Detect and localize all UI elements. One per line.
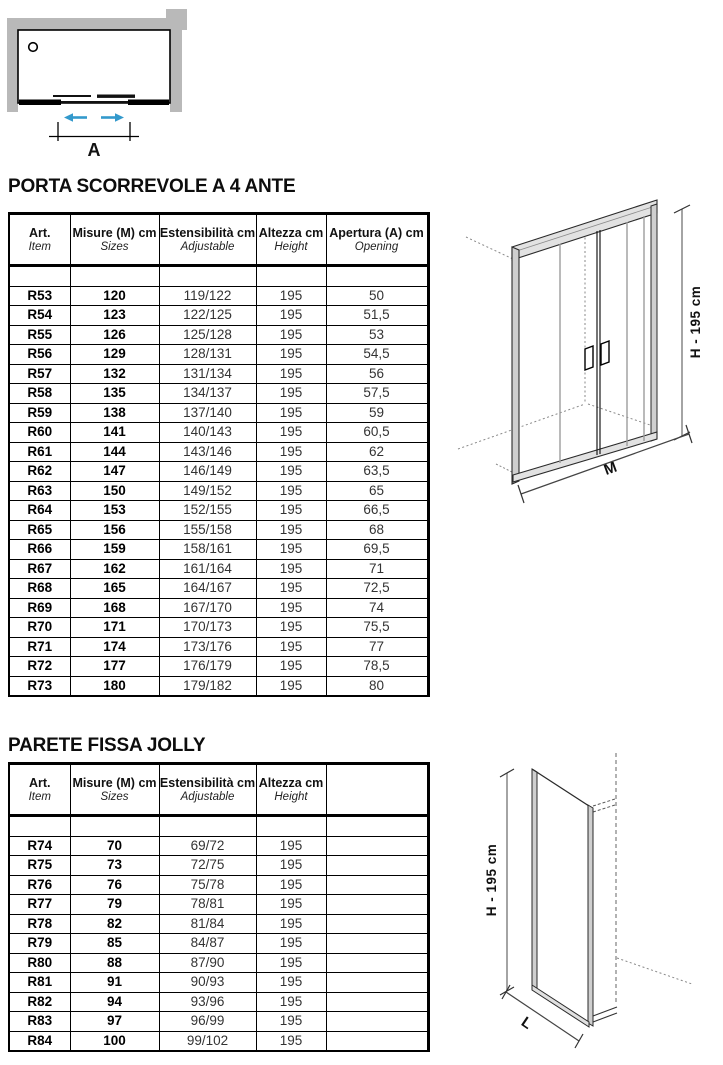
table-cell: R55: [9, 325, 70, 345]
spacer-row: [9, 816, 428, 837]
table-cell: 100: [70, 1031, 159, 1051]
table-cell: 195: [256, 657, 326, 677]
table-cell: 171: [70, 618, 159, 638]
bracket-dashed-top: [593, 805, 615, 812]
table-cell: R60: [9, 423, 70, 443]
table-row: [9, 501, 428, 521]
spacer-cell: [70, 266, 159, 287]
sliding-panel-left: [53, 95, 91, 97]
table-cell: [326, 934, 428, 954]
table-cell: R70: [9, 618, 70, 638]
table-cell: 129: [70, 345, 159, 365]
column-header-art: Art. Item: [9, 764, 70, 816]
left-post: [512, 247, 519, 484]
table-cell: 174: [70, 637, 159, 657]
wall-top: [7, 18, 170, 30]
table-cell: 195: [256, 520, 326, 540]
dim-label-a: A: [87, 140, 101, 160]
table-cell: 60,5: [326, 423, 428, 443]
table-cell: 81/84: [159, 914, 256, 934]
column-header-misure: Misure (M) cm Sizes: [70, 764, 159, 816]
panel-bottom-edge: [532, 985, 589, 1027]
table-cell: 143/146: [159, 442, 256, 462]
column-header-altezza: Altezza cm Height: [256, 214, 326, 266]
table-row: [9, 598, 428, 618]
table-row: [9, 914, 428, 934]
table-cell: 59: [326, 403, 428, 423]
dim-label-h: H - 195 cm: [484, 843, 499, 917]
table-cell: 135: [70, 384, 159, 404]
table-cell: [326, 875, 428, 895]
table-cell: 195: [256, 895, 326, 915]
table-cell: 195: [256, 384, 326, 404]
table-cell: 50: [326, 286, 428, 306]
column-header-estensibilita: Estensibilità cm Adjustable: [159, 214, 256, 266]
drain-icon: [29, 43, 38, 52]
table-cell: 131/134: [159, 364, 256, 384]
table-cell: 173/176: [159, 637, 256, 657]
table-cell: 128/131: [159, 345, 256, 365]
spacer-row: [9, 266, 428, 287]
table-cell: 146/149: [159, 462, 256, 482]
table-cell: 195: [256, 914, 326, 934]
table-cell: 90/93: [159, 973, 256, 993]
table-cell: R82: [9, 992, 70, 1012]
table-cell: 126: [70, 325, 159, 345]
table-cell: 80: [326, 676, 428, 696]
plan-top-view-diagram: [0, 0, 200, 170]
table-cell: 155/158: [159, 520, 256, 540]
table-row: [9, 423, 428, 443]
table-cell: 69/72: [159, 836, 256, 856]
table-cell: 152/155: [159, 501, 256, 521]
column-header-apertura: Apertura (A) cm Opening: [326, 214, 428, 266]
table-cell: 68: [326, 520, 428, 540]
table-cell: 140/143: [159, 423, 256, 443]
table-cell: 91: [70, 973, 159, 993]
wall-right: [170, 18, 182, 112]
table-cell: R61: [9, 442, 70, 462]
shower-tray-outline: [18, 30, 170, 103]
table-cell: R83: [9, 1012, 70, 1032]
table-row: [9, 657, 428, 677]
dim-label-m: M: [601, 458, 620, 479]
table-row: [9, 384, 428, 404]
table-cell: [326, 1012, 428, 1032]
table-row: [9, 306, 428, 326]
table-cell: 70: [70, 836, 159, 856]
dotted-wall-line: [466, 237, 513, 259]
table-cell: [326, 1031, 428, 1051]
parete-fissa-spec-table: [8, 762, 430, 1052]
table-cell: 119/122: [159, 286, 256, 306]
table-cell: 71: [326, 559, 428, 579]
table-cell: 195: [256, 579, 326, 599]
table-row: [9, 345, 428, 365]
table-row: [9, 836, 428, 856]
fixed-panel-left: [19, 100, 61, 106]
table-cell: [326, 895, 428, 915]
table-cell: 170/173: [159, 618, 256, 638]
spacer-cell: [159, 816, 256, 837]
table-cell: [326, 856, 428, 876]
table-cell: 195: [256, 403, 326, 423]
spacer-cell: [256, 266, 326, 287]
table-cell: 137/140: [159, 403, 256, 423]
table-cell: 82: [70, 914, 159, 934]
spacer-cell: [326, 816, 428, 837]
table-cell: 195: [256, 836, 326, 856]
table-cell: 96/99: [159, 1012, 256, 1032]
table-cell: 159: [70, 540, 159, 560]
panel-top-edge: [532, 769, 589, 806]
table-cell: 195: [256, 637, 326, 657]
table-cell: 72/75: [159, 856, 256, 876]
table-cell: 168: [70, 598, 159, 618]
table-row: [9, 934, 428, 954]
spacer-cell: [9, 266, 70, 287]
panel-right-edge: [588, 805, 593, 1026]
table-cell: 195: [256, 676, 326, 696]
table-cell: 76: [70, 875, 159, 895]
table-cell: 195: [256, 1012, 326, 1032]
table-cell: R80: [9, 953, 70, 973]
panel-left-edge: [532, 769, 537, 990]
table-cell: 149/152: [159, 481, 256, 501]
spacer-cell: [70, 816, 159, 837]
table-cell: 78/81: [159, 895, 256, 915]
table-cell: 177: [70, 657, 159, 677]
table-row: [9, 442, 428, 462]
table-cell: 72,5: [326, 579, 428, 599]
column-header-art: Art. Item: [9, 214, 70, 266]
table-cell: 62: [326, 442, 428, 462]
header-row: [9, 764, 428, 816]
table-cell: 195: [256, 618, 326, 638]
table-cell: 195: [256, 442, 326, 462]
table-cell: R76: [9, 875, 70, 895]
spacer-cell: [256, 816, 326, 837]
table-cell: 53: [326, 325, 428, 345]
section-title-porta-scorrevole: PORTA SCORREVOLE A 4 ANTE: [8, 176, 296, 197]
table-cell: 73: [70, 856, 159, 876]
table-cell: 180: [70, 676, 159, 696]
table-cell: R74: [9, 836, 70, 856]
table-cell: 132: [70, 364, 159, 384]
table-cell: 122/125: [159, 306, 256, 326]
table-cell: R73: [9, 676, 70, 696]
table-row: [9, 973, 428, 993]
dim-label-l: L: [517, 1013, 536, 1033]
table-row: [9, 637, 428, 657]
table-cell: R75: [9, 856, 70, 876]
table-cell: 138: [70, 403, 159, 423]
sliding-panel-right: [97, 95, 135, 98]
table-cell: 94: [70, 992, 159, 1012]
table-cell: R69: [9, 598, 70, 618]
table-cell: R71: [9, 637, 70, 657]
table-row: [9, 364, 428, 384]
table-cell: R65: [9, 520, 70, 540]
table-cell: 88: [70, 953, 159, 973]
section-title-parete-fissa: PARETE FISSA JOLLY: [8, 735, 206, 756]
width-dimension: [518, 425, 692, 503]
table-cell: 164/167: [159, 579, 256, 599]
wall-left: [7, 18, 18, 112]
table-cell: 65: [326, 481, 428, 501]
table-cell: 162: [70, 559, 159, 579]
table-cell: R56: [9, 345, 70, 365]
table-cell: R72: [9, 657, 70, 677]
table-cell: R77: [9, 895, 70, 915]
table-cell: 167/170: [159, 598, 256, 618]
porta-scorrevole-spec-table: [8, 212, 430, 697]
right-post: [651, 204, 657, 441]
table-cell: 195: [256, 875, 326, 895]
height-dimension: [484, 769, 514, 995]
table-cell: R78: [9, 914, 70, 934]
bracket-dashed-top: [593, 799, 615, 806]
table-cell: 99/102: [159, 1031, 256, 1051]
table-row: [9, 481, 428, 501]
table-row: [9, 579, 428, 599]
table-cell: 56: [326, 364, 428, 384]
table-cell: [326, 836, 428, 856]
table-cell: 195: [256, 953, 326, 973]
table-cell: R66: [9, 540, 70, 560]
table-cell: 66,5: [326, 501, 428, 521]
table-cell: 195: [256, 934, 326, 954]
table-cell: 144: [70, 442, 159, 462]
table-row: [9, 856, 428, 876]
table-cell: R67: [9, 559, 70, 579]
table-cell: R54: [9, 306, 70, 326]
table-cell: 150: [70, 481, 159, 501]
table-cell: 74: [326, 598, 428, 618]
slide-left-arrow-icon: [64, 113, 87, 122]
door-handle-right: [601, 341, 609, 365]
top-rail-inner-line: [512, 206, 657, 253]
column-header-altezza: Altezza cm Height: [256, 764, 326, 816]
table-cell: 141: [70, 423, 159, 443]
table-cell: 97: [70, 1012, 159, 1032]
door-handle-left: [585, 346, 593, 370]
table-row: [9, 953, 428, 973]
table-cell: R84: [9, 1031, 70, 1051]
table-cell: [326, 973, 428, 993]
table-cell: 195: [256, 462, 326, 482]
height-dimension: [674, 205, 703, 440]
table-cell: 75,5: [326, 618, 428, 638]
table-row: [9, 520, 428, 540]
table-cell: R58: [9, 384, 70, 404]
iso-drawing-parete-fissa: [450, 738, 723, 1065]
table-cell: 195: [256, 286, 326, 306]
table-cell: 77: [326, 637, 428, 657]
table-cell: R81: [9, 973, 70, 993]
table-cell: [326, 992, 428, 1012]
table-row: [9, 462, 428, 482]
table-row: [9, 286, 428, 306]
table-cell: 195: [256, 325, 326, 345]
table-cell: R68: [9, 579, 70, 599]
dotted-corner-tick: [496, 464, 512, 472]
header-row: [9, 214, 428, 266]
table-cell: 195: [256, 559, 326, 579]
table-cell: 195: [256, 992, 326, 1012]
spacer-cell: [326, 266, 428, 287]
iso-drawing-porta-scorrevole: [440, 185, 723, 530]
table-cell: R79: [9, 934, 70, 954]
table-cell: 134/137: [159, 384, 256, 404]
table-row: [9, 875, 428, 895]
table-cell: 84/87: [159, 934, 256, 954]
table-cell: R57: [9, 364, 70, 384]
table-cell: 93/96: [159, 992, 256, 1012]
table-row: [9, 540, 428, 560]
table-cell: 165: [70, 579, 159, 599]
table-cell: 161/164: [159, 559, 256, 579]
table-row: [9, 403, 428, 423]
table-cell: R53: [9, 286, 70, 306]
table-cell: 123: [70, 306, 159, 326]
table-cell: 153: [70, 501, 159, 521]
table-cell: 120: [70, 286, 159, 306]
table-cell: 195: [256, 306, 326, 326]
table-cell: 179/182: [159, 676, 256, 696]
table-row: [9, 895, 428, 915]
table-cell: 195: [256, 1031, 326, 1051]
dotted-floor-line: [617, 958, 692, 984]
table-row: [9, 1031, 428, 1051]
dotted-floor-line-right: [588, 404, 656, 427]
table-cell: 176/179: [159, 657, 256, 677]
slide-right-arrow-icon: [101, 113, 124, 122]
table-cell: 147: [70, 462, 159, 482]
table-cell: R63: [9, 481, 70, 501]
table-cell: 195: [256, 501, 326, 521]
table-cell: 195: [256, 345, 326, 365]
column-header-estensibilita: Estensibilità cm Adjustable: [159, 764, 256, 816]
table-cell: 87/90: [159, 953, 256, 973]
table-row: [9, 618, 428, 638]
table-cell: 195: [256, 540, 326, 560]
table-cell: 195: [256, 598, 326, 618]
bottom-rail: [513, 432, 657, 482]
table-cell: 63,5: [326, 462, 428, 482]
table-cell: 195: [256, 856, 326, 876]
table-cell: 57,5: [326, 384, 428, 404]
table-row: [9, 1012, 428, 1032]
table-cell: 195: [256, 423, 326, 443]
table-cell: 78,5: [326, 657, 428, 677]
opening-dimension: [49, 122, 139, 160]
table-cell: 195: [256, 973, 326, 993]
spacer-cell: [9, 816, 70, 837]
table-cell: 69,5: [326, 540, 428, 560]
table-cell: R62: [9, 462, 70, 482]
column-header-misure: Misure (M) cm Sizes: [70, 214, 159, 266]
table-cell: 51,5: [326, 306, 428, 326]
table-cell: R64: [9, 501, 70, 521]
table-cell: 195: [256, 364, 326, 384]
dotted-floor-line-left: [458, 404, 585, 449]
table-cell: [326, 914, 428, 934]
table-row: [9, 676, 428, 696]
table-cell: 158/161: [159, 540, 256, 560]
dim-label-h: H - 195 cm: [688, 285, 703, 359]
table-cell: 125/128: [159, 325, 256, 345]
spacer-cell: [159, 266, 256, 287]
table-cell: R59: [9, 403, 70, 423]
table-row: [9, 325, 428, 345]
table-row: [9, 992, 428, 1012]
fixed-panel-right: [128, 100, 169, 106]
table-cell: 75/78: [159, 875, 256, 895]
table-cell: 156: [70, 520, 159, 540]
table-cell: 79: [70, 895, 159, 915]
column-header-empty: [326, 764, 428, 816]
table-cell: 85: [70, 934, 159, 954]
table-cell: [326, 953, 428, 973]
table-cell: 195: [256, 481, 326, 501]
table-row: [9, 559, 428, 579]
table-cell: 54,5: [326, 345, 428, 365]
